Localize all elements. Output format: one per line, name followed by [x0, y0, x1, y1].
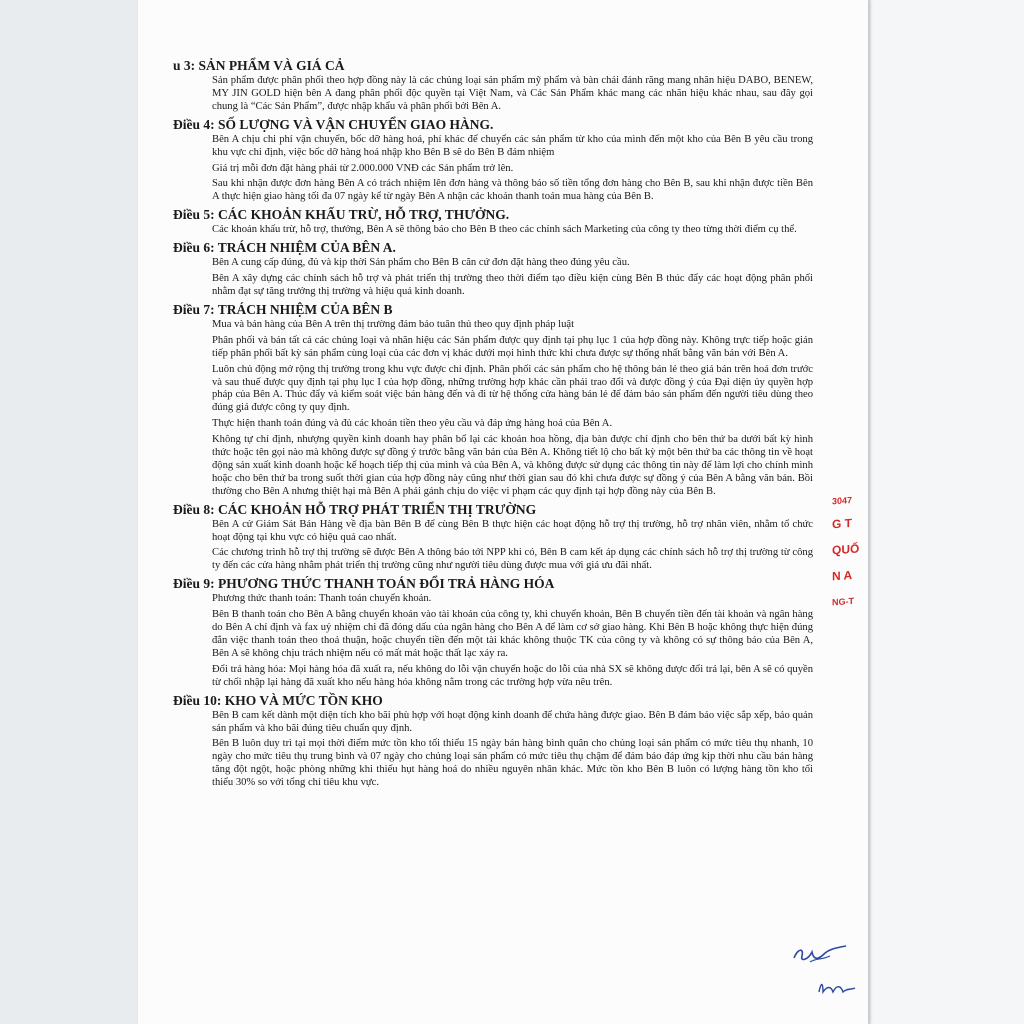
section-heading: Điều 10: KHO VÀ MỨC TỒN KHO — [173, 692, 383, 708]
paragraph: Luôn chủ động mở rộng thị trường trong khu vực được chỉ định. Phân phối các sản phẩm cho hệ thông bán lẻ theo giá bán trên hoá đơn trước và sau thuế được quy định tại phụ lục I của hợp đồng, những trường hợp khác cần phải trao đổi và được đồng ý của Đại diện ủy quyền hợp pháp của Bên A. Thúc đẩy và kiểm soát việc bán hàng đến và đi từ hệ thống cửa hàng bán lẻ để đảm bảo sản phẩm đến người tiêu dùng theo đúng giá được công ty quy định. — [212, 363, 813, 414]
paragraph: Bên B thanh toán cho Bên A bằng chuyển khoản vào tài khoản của công ty, khi chuyển khoản, Bên B chuyển tiền đến tài khoản và ngân hàng do Bên A chỉ định và fax uỷ nhiệm chi đã đóng dấu của ngân hàng cho Bên A để làm cơ sở giao hàng. Khi Bên B hoặc không thực hiện đúng đắn việc thanh toán theo thoả thuận, hoặc chuyển tiền đến một tài khác không thuộc TK của công ty và không có sự thông báo của Bên A, Bên A sẽ không chịu trách nhiệm nếu có mất mát hoặc thất lạc xảy ra. — [212, 609, 813, 659]
paragraph: Mua và bán hàng của Bên A trên thị trường đảm bảo tuân thủ theo quy định pháp luật — [212, 318, 575, 330]
section-dieu-6 — [173, 240, 813, 299]
paragraph: Bên B luôn duy trì tại mọi thời điểm mức tồn kho tối thiểu 15 ngày bán hàng bình quân cho chủng loại sản phẩm có mức tiêu thụ nhanh, 10 ngày cho mức tiêu thụ trung bình và 07 ngày cho chủng loại sản phẩm có mức tiêu thụ chậm để đảm bảo đáp ứng kịp thời nhu cầu bán hàng tăng đột ngột, hoặc phòng những khi thiếu hụt hàng hoá do nhiều nguyên nhân khác. Mức tồn kho Bên B luôn có lượng hàng tồn kho tối thiểu 30% so với tổng chỉ tiêu khu vực. — [212, 738, 813, 789]
paragraph: Các chương trình hỗ trợ thị trường sẽ được Bên A thông báo tới NPP khi có, Bên B cam kết áp dụng các chính sách hỗ trợ thị trường từ công ty đến các cửa hàng nhằm phát triển thị trường cũng như người tiêu dùng được mua với giá ưu đãi nhất. — [212, 547, 813, 572]
section-dieu-10 — [173, 693, 813, 790]
paragraph: Sản phẩm được phân phối theo hợp đồng này là các chủng loại sản phẩm mỹ phẩm và bàn chải đánh răng mang nhãn hiệu DABO, BENEW, MY JIN GOLD hiện bên A đang phân phối độc quyền tại Việt Nam, và Các Sản Phẩm khác mang các nhãn hiệu khác nhau, sau đây gọi chung là “Các Sản Phẩm”, được nhập khẩu và phân phối bởi Bên A. — [212, 75, 813, 112]
section-heading: Điều 5: CÁC KHOẢN KHẤU TRỪ, HỖ TRỢ, THƯỞNG. — [173, 207, 510, 223]
section-heading: u 3: SẢN PHẨM VÀ GIÁ CẢ — [173, 58, 345, 73]
paragraph: Bên A cung cấp đúng, đủ và kịp thời Sản phẩm cho Bên B căn cứ đơn đặt hàng theo đúng yêu cầu. — [212, 257, 630, 269]
paragraph: Đổi trả hàng hóa: Mọi hàng hóa đã xuất ra, nếu không do lỗi vận chuyển hoặc do lỗi của nhà SX sẽ không được đổi trả lại, bên A sẽ có quyền từ chối nhập lại hàng đã xuất kho nếu hàng hóa không nằm trong các trường hợp vừa nêu trên. — [212, 663, 813, 688]
paragraph: Phân phối và bán tất cả các chủng loại và nhãn hiệu các Sản phẩm được quy định tại phụ lục 1 của hợp đồng này. Không trực tiếp hoặc gián tiếp phân phối bất kỳ sản phẩm cùng loại của các đơn vị khác dưới mọi hình thức khi chưa được sự thống nhất bằng văn bản với Bên A. — [212, 334, 813, 359]
paragraph: Sau khi nhận được đơn hàng Bên A có trách nhiệm lên đơn hàng và thông báo số tiền tổng đơn hàng cho Bên B, sau khi nhận được tiền Bên A thực hiện giao hàng tối đa 07 ngày kể từ ngày Bên A nhận các khoản thanh toán mua hàng của Bên B. — [212, 178, 813, 203]
section-heading: Điều 8: CÁC KHOẢN HỖ TRỢ PHÁT TRIỂN THỊ TRƯỜNG — [173, 501, 537, 517]
stamp-text: G T — [832, 516, 852, 532]
section-heading: Điều 9: PHƯƠNG THỨC THANH TOÁN ĐỔI TRẢ HÀNG HÓA — [173, 576, 555, 592]
paragraph: Bên A xây dựng các chính sách hỗ trợ và phát triển thị trường theo thời điểm tạo điều kiện cùng Bên B thúc đẩy các hoạt động phân phối nhằm đạt sự tăng trưởng thị trường và hiệu quả kinh doanh. — [212, 273, 813, 297]
paragraph: Bên B cam kết dành một diện tích kho bãi phù hợp với hoạt động kinh doanh để chứa hàng được giao. Bên B đảm bảo việc sắp xếp, bảo quản sản phẩm và kho bãi đúng tiêu chuẩn quy định. — [212, 709, 813, 734]
paragraph: Bên A cử Giám Sát Bán Hàng về địa bàn Bên B để cùng Bên B thực hiện các hoạt động hỗ trợ thị trường, hỗ trợ nhân viên, nhằm tổ chức hoạt động tại khu vực có hiệu quả cao nhất. — [212, 518, 813, 543]
red-stamp-fragment — [832, 490, 872, 660]
section-dieu-9 — [173, 576, 813, 689]
section-dieu-5 — [173, 207, 813, 237]
paragraph: Thực hiện thanh toán đúng và đủ các khoản tiền theo yêu cầu và đáp ứng hàng hoá của Bên A. — [212, 418, 613, 430]
stamp-text: 3047 — [832, 494, 853, 507]
signature-initials — [790, 936, 850, 968]
section-dieu-7 — [173, 302, 813, 499]
stamp-text: QUỐ — [832, 541, 860, 558]
underlying-page — [860, 0, 1024, 1024]
paragraph: Không tự chỉ định, nhượng quyền kinh doanh hay phân bổ lại các khoản hoa hồng, địa bàn được chỉ định cho bên thứ ba dưới bất kỳ hình thức hoặc tên gọi nào mà không được sự đồng ý trước bằng văn bản của Bên A. Không tiết lộ cho bất kỳ một bên thứ ba các thông tin về hoạt động sản xuất kinh doanh hoặc kế hoạch tiếp thị của mình và của Bên A, và không được sử dụng các thông tin này để làm lợi cho chính mình hoặc cho bên thứ ba trong suốt thời gian của hợp đồng này cũng như thời gian sau đó khi chưa được sự đồng ý của Bên A bằng văn bản. Bồi thường cho Bên A nhưng thiệt hại mà Bên A phải gánh chịu do việc vi phạm các quy định tại hợp đồng này của Bên B. — [212, 434, 813, 497]
section-dieu-3 — [173, 58, 813, 114]
stamp-text: N A — [832, 567, 853, 584]
paragraph: Phương thức thanh toán: Thanh toán chuyển khoản. — [212, 593, 432, 605]
section-dieu-4 — [173, 117, 813, 205]
section-heading: Điều 4: SỐ LƯỢNG VÀ VẬN CHUYỂN GIAO HÀNG. — [173, 116, 494, 132]
signature-initials — [815, 976, 859, 998]
paragraph: Giá trị mỗi đơn đặt hàng phải từ 2.000.000 VNĐ các Sản phẩm trở lên. — [212, 162, 514, 174]
section-dieu-8 — [173, 502, 813, 574]
stamp-text: NG-T — [832, 595, 854, 608]
section-heading: Điều 7: TRÁCH NHIỆM CỦA BÊN B — [173, 301, 393, 317]
section-heading: Điều 6: TRÁCH NHIỆM CỦA BÊN A. — [173, 240, 396, 256]
paragraph: Bên A chịu chi phí vận chuyển, bốc dỡ hàng hoá, phí khác để chuyển các sản phẩm từ kho của mình đến một kho của Bên B yêu cầu trong khu vực chỉ định, việc bốc dỡ hàng hoá nhập kho Bên B sẽ do Bên B đảm nhiệm — [212, 133, 813, 158]
contract-body — [173, 58, 813, 793]
paragraph: Các khoản khấu trừ, hỗ trợ, thưởng, Bên A sẽ thông báo cho Bên B theo các chính sách Marketing của công ty theo từng thời điểm cụ thể. — [212, 224, 797, 236]
